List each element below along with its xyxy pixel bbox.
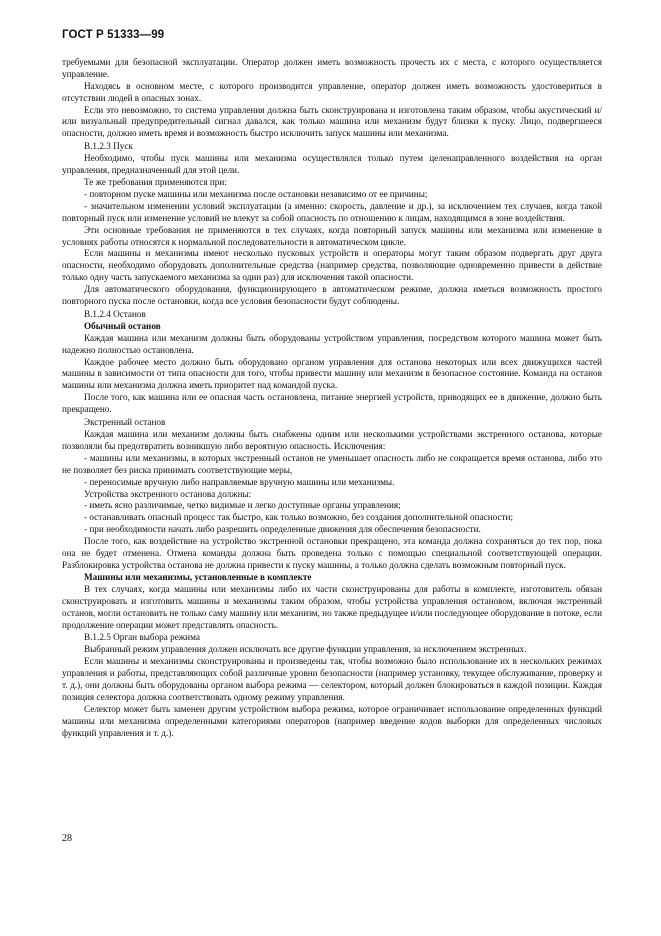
subheading: Машины или механизмы, установленные в комплекте xyxy=(84,571,312,582)
document-page xyxy=(62,30,602,740)
body-text xyxy=(62,57,602,740)
paragraph: - при необходимости начать либо разрешить определенные движения для обеспечения безопасности. xyxy=(84,524,481,535)
paragraph: - повторном пуске машины или механизма после остановки независимо от ее причины; xyxy=(84,188,428,199)
paragraph: Выбранный режим управления должен исключать все другие функции управления, за исключением экстренных. xyxy=(84,644,527,655)
paragraph: Устройства экстренного останова должны: xyxy=(84,488,252,499)
paragraph: В тех случаях, когда машины или механизмы либо их части сконструированы для работы в комплекте, изготовитель обязан сконструировать и изготовить машины и механизмы таким образом, чтобы устройства управления остановом, включая экстренный останов, могли остановить не только саму машину или механизм, но также предыдущее и/или последующее оборудование в потоке, если продолжение операции может представлять опасность. xyxy=(62,583,602,630)
paragraph: - значительном изменении условий эксплуатации (а именно: скорость, давление и др.), за исключением тех случаев, когда такой повторный пуск или изменение условий не влекут за собой опасность по отношению к лицам, находящимся в зоне воздействия. xyxy=(62,200,602,223)
paragraph: Если это невозможно, то система управления должна быть сконструирована и изготовлена таким образом, чтобы акустический и/или визуальный предупредительный сигнал давался, как только машина или механизм будут близки к пуску. Лицо, подвергшееся опасности, должно иметь время и возможность быстро исключить запуск машины или механизма. xyxy=(62,104,602,139)
paragraph: - машины или механизмы, в которых экстренный останов не уменьшает опасность либо не сокращается время останова, либо это не позволяет без риска принимать соответствующие меры, xyxy=(62,452,602,475)
paragraph: После того, как воздействие на устройство экстренной остановки прекращено, эта команда должна сохраняться до тех пор, пока она не будет отменена. Отмена команды должна быть проведена только с помощью специальной соответствующей операции. Разблокировка устройства останова не должна привести к пуску машины, а только должна сделать возможным повторный пуск. xyxy=(62,536,602,570)
standard-header: ГОСТ Р 51333—99 xyxy=(62,29,165,41)
paragraph: требуемыми для безопасной эксплуатации. Оператор должен иметь возможность прочесть их с места, с которого осуществляется управление. xyxy=(62,56,602,79)
paragraph: - переносимые вручную либо направляемые вручную машины или механизмы. xyxy=(84,476,395,487)
section-heading: Экстренный останов xyxy=(84,417,166,428)
paragraph: Селектор может быть заменен другим устройством выбора режима, которое ограничивает использование определенных функций машины или механизма определенными категориями операторов (например введение кодов выборки для определенных числовых функций управления и т. д.). xyxy=(62,703,602,738)
paragraph: - останавливать опасный процесс так быстро, как только возможно, без создания дополнительной опасности; xyxy=(84,512,514,523)
paragraph: Каждая машина или механизм должны быть снабжены одним или несколькими устройствами экстренного останова, которые позволяли бы предотвратить возникшую либо вероятную опасность. Исключения: xyxy=(62,429,602,451)
paragraph: Эти основные требования не применяются в тех случаях, когда повторный запуск машины или механизма или изменение в условиях работы относятся к нормальной последовательности в автоматическом цикле. xyxy=(62,224,602,247)
paragraph: Если машины и механизмы сконструированы и произведены так, чтобы возможно было использование их в нескольких режимах управления и работы, представляющих собой различные уровни безопасности (например установку, текущее обслуживание, проверку и т. д.), они должны быть оборудованы органом выбора режима — селектором, который должен блокироваться в каждой позиции. Каждая позиция селектора должна соответствовать одному режиму управления. xyxy=(62,656,602,702)
paragraph: Если машины и механизмы имеют несколько пусковых устройств и операторы могут таким образом подвергать друг друга опасности, необходимо оборудовать дополнительные средства (например средства, позволяющие одновременно привести в действие только одну часть запускаемого механизма за один раз) для исключения такой опасности. xyxy=(62,248,602,283)
page-number: 28 xyxy=(62,833,72,844)
section-heading: B.1.2.5 Орган выбора режима xyxy=(84,632,200,643)
paragraph: - иметь ясно различимые, четко видимые и легко доступные органы управления; xyxy=(84,500,401,511)
subheading: Обычный останов xyxy=(84,320,161,331)
paragraph: Каждая машина или механизм должны быть оборудованы устройством управления, посредством которого машина может быть надежно полностью остановлена. xyxy=(62,332,602,355)
paragraph: Каждое рабочее место должно быть оборудовано органом управления для останова некоторых или всех движущихся частей машины в зависимости от типа опасности для того, чтобы привести машину или механизм в безопасное состояние. Команда на останов машины или механизма должна иметь приоритет над командой пуска. xyxy=(62,356,602,391)
paragraph: Те же требования применяются при: xyxy=(84,176,227,187)
paragraph: После того, как машина или ее опасная часть остановлена, питание энергией устройств, приводящих ее в движение, должно быть прекращено. xyxy=(62,392,602,415)
paragraph: Необходимо, чтобы пуск машины или механизма осуществлялся только путем целенаправленного воздействия на орган управления, предназначенный для этой цели. xyxy=(62,153,602,176)
section-heading: B.1.2.4 Останов xyxy=(84,308,146,319)
paragraph: Для автоматического оборудования, функционирующего в автоматическом режиме, должна иметься возможность простого повторного пуска после остановки, когда все условия безопасности будут соблюдены. xyxy=(62,284,602,307)
section-heading: B.1.2.3 Пуск xyxy=(84,141,133,152)
paragraph: Находясь в основном месте, с которого производится управление, оператор должен иметь возможность удостовериться в отсутствии людей в опасных зонах. xyxy=(62,80,602,103)
